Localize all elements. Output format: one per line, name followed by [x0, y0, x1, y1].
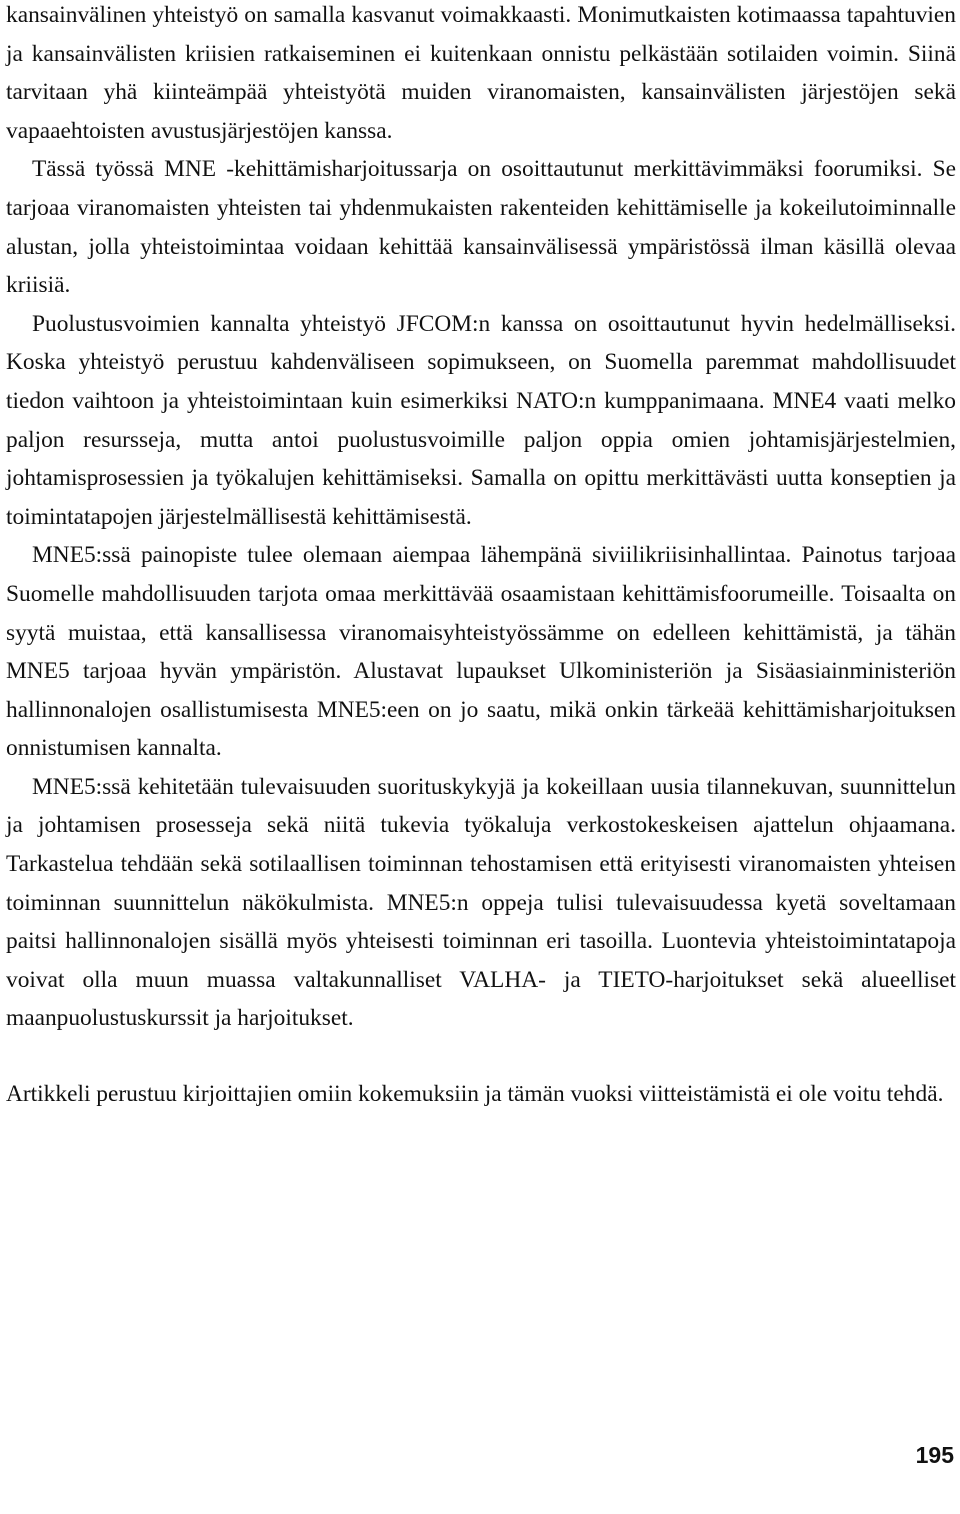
body-text [6, 0, 956, 1114]
page-number: 195 [915, 1442, 954, 1468]
paragraph-jfcom-cooperation: Puolustusvoimien kannalta yhteistyö JFCOM:n kanssa on osoittautunut hyvin hedelmälliseksi. Koska yhteistyö perustuu kahdenväliseen sopimukseen, on Suomella paremmat mahdollisuudet tiedon vaihtoon ja yhteistoimintaan kuin esimerkiksi NATO:n kumppanimaana. MNE4 vaati melko paljon resursseja, mutta antoi puolustusvoimille paljon oppia omien johtamisjärjestelmien, johtamisprosessien ja työkalujen kehittämiseksi. Samalla on opittu merkittävästi uutta konseptien ja toimintatapojen järjestelmällisestä kehittämisestä. [6, 310, 956, 530]
paragraph-continuation: kansainvälinen yhteistyö on samalla kasvanut voimakkaasti. Monimutkaisten kotimaassa tapahtuvien ja kansainvälisten kriisien ratkaiseminen ei kuitenkaan onnistu pelkästään sotilaiden voimin. Siinä tarvitaan yhä kiinteämpää yhteistyötä muiden viranomaisten, kansainvälisten järjestöjen sekä vapaaehtoisten avustusjärjestöjen kanssa. [6, 2, 956, 144]
paragraph-mne5-development: MNE5:ssä kehitetään tulevaisuuden suorituskykyjä ja kokeillaan uusia tilannekuvan, suunnittelun ja johtamisen prosesseja sekä niitä tukevia työkaluja verkostokeskeisen ajattelun ohjaamana. Tarkastelua tehdään sekä sotilaallisen toiminnan tehostamisen että erityisesti viranomaisten yhteisen toiminnan suunnittelun näkökulmista. MNE5:n oppeja tulisi tulevaisuudessa kyetä soveltamaan paitsi hallinnonalojen sisällä myös yhteisesti toiminnan eri tasoilla. Luontevia yhteistoimintatapoja voivat olla muun muassa valtakunnalliset VALHA- ja TIETO-harjoitukset sekä alueelliset maanpuolustuskurssit ja harjoitukset. [6, 773, 956, 1032]
paragraph-source-note: Artikkeli perustuu kirjoittajien omiin kokemuksiin ja tämän vuoksi viitteistämistä ei ole voitu tehdä. [6, 1081, 944, 1108]
paragraph-mne5-focus: MNE5:ssä painopiste tulee olemaan aiempaa lähempänä siviilikriisinhallintaa. Painotus tarjoaa Suomelle mahdollisuuden tarjota omaa merkittävää osaamistaan kehittämisfoorumeille. Toisaalta on syytä muistaa, että kansallisessa viranomaisyhteistyössämme on edelleen kehittämistä, ja tähän MNE5 tarjoaa hyvän ympäristön. Alustavat lupaukset Ulkoministeriön ja Sisäasiainministeriön hallinnonalojen osallistumisesta MNE5:een on jo saatu, mikä onkin tärkeää kehittämisharjoituksen onnistumisen kannalta. [6, 542, 956, 762]
paragraph-mne-forum: Tässä työssä MNE -kehittämisharjoitussarja on osoittautunut merkittävimmäksi foorumiksi. Se tarjoaa viranomaisten yhteisten tai yhdenmukaisten rakenteiden kehittämiselle ja kokeilutoiminnalle alustan, jolla yhteistoimintaa voidaan kehittää kansainvälisessä ympäristössä ilman käsillä olevaa kriisiä. [6, 156, 956, 299]
